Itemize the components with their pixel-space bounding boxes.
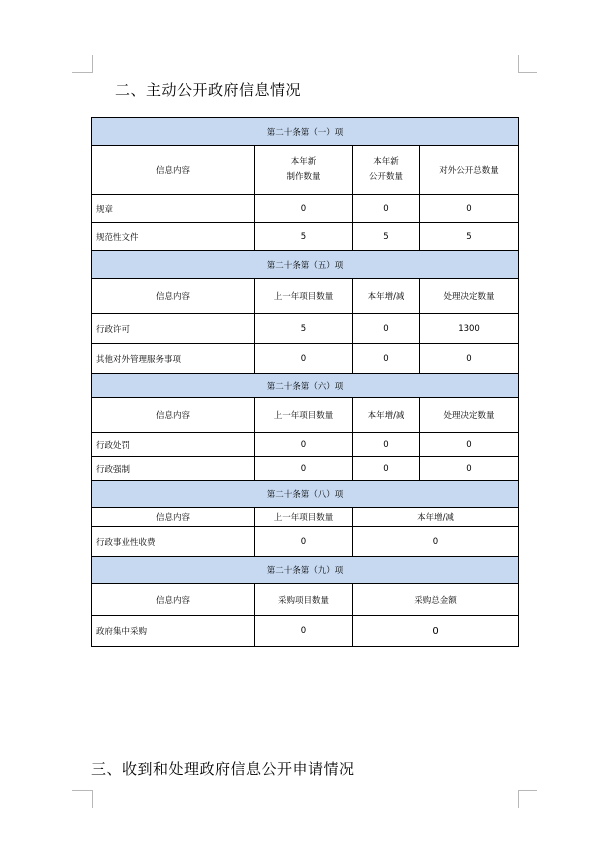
row-label: 行政事业性收费 [92, 527, 255, 557]
column-header: 信息内容 [92, 146, 255, 195]
table-section-header [92, 557, 519, 584]
crop-mark-bottom-right [518, 790, 537, 808]
cell-value: 5 [255, 314, 353, 344]
section-heading-2: 二、主动公开政府信息情况 [115, 81, 302, 99]
table-row [92, 527, 519, 557]
row-label: 行政处罚 [92, 433, 255, 457]
cell-value: 0 [353, 433, 420, 457]
cell-value: 0 [353, 344, 420, 374]
row-label: 规章 [92, 195, 255, 223]
cell-value: 0 [255, 433, 353, 457]
column-header: 处理决定数量 [420, 279, 519, 314]
column-header: 采购项目数量 [255, 584, 353, 616]
table-row [92, 433, 519, 457]
crop-mark-top-right [518, 55, 537, 73]
cell-value: 1300 [420, 314, 519, 344]
section-title: 第二十条第（六）项 [92, 374, 519, 398]
column-header: 信息内容 [92, 398, 255, 433]
column-header: 信息内容 [92, 508, 255, 527]
column-header: 本年新 公开数量 [353, 146, 420, 195]
cell-value: 0 [353, 616, 519, 647]
cell-value: 0 [255, 457, 353, 481]
column-header: 上一年项目数量 [255, 279, 353, 314]
cell-value: 0 [420, 433, 519, 457]
cell-value: 5 [255, 223, 353, 251]
table-header-row [92, 584, 519, 616]
table-row [92, 344, 519, 374]
column-header: 本年增/减 [353, 508, 519, 527]
column-header: 上一年项目数量 [255, 398, 353, 433]
cell-value: 5 [353, 223, 420, 251]
column-header: 处理决定数量 [420, 398, 519, 433]
section-title: 第二十条第（九）项 [92, 557, 519, 584]
cell-value: 0 [353, 314, 420, 344]
table-row [92, 457, 519, 481]
cell-value: 0 [255, 527, 353, 557]
row-label: 行政强制 [92, 457, 255, 481]
cell-value: 0 [255, 616, 353, 647]
cell-value: 0 [353, 527, 519, 557]
table-header-row [92, 279, 519, 314]
info-disclosure-table [91, 117, 519, 647]
column-header: 信息内容 [92, 584, 255, 616]
table-section-header [92, 118, 519, 146]
cell-value: 0 [353, 195, 420, 223]
section-title: 第二十条第（八）项 [92, 481, 519, 508]
column-header: 本年增/减 [353, 279, 420, 314]
cell-value: 0 [353, 457, 420, 481]
row-label: 其他对外管理服务事项 [92, 344, 255, 374]
row-label: 政府集中采购 [92, 616, 255, 647]
column-header: 本年新 制作数量 [255, 146, 353, 195]
row-label: 规范性文件 [92, 223, 255, 251]
column-header: 采购总金额 [353, 584, 519, 616]
table-header-row [92, 146, 519, 195]
cell-value: 0 [255, 344, 353, 374]
table-header-row [92, 508, 519, 527]
crop-mark-bottom-left [72, 790, 93, 808]
cell-value: 0 [420, 457, 519, 481]
table-row [92, 616, 519, 647]
section-title: 第二十条第（一）项 [92, 118, 519, 146]
section-heading-3: 三、收到和处理政府信息公开申请情况 [91, 760, 355, 778]
column-header: 信息内容 [92, 279, 255, 314]
section-title: 第二十条第（五）项 [92, 251, 519, 279]
column-header: 本年增/减 [353, 398, 420, 433]
table-section-header [92, 481, 519, 508]
column-header: 上一年项目数量 [255, 508, 353, 527]
crop-mark-top-left [72, 55, 93, 73]
table-row [92, 223, 519, 251]
table-row [92, 195, 519, 223]
column-header: 对外公开总数量 [420, 146, 519, 195]
cell-value: 5 [420, 223, 519, 251]
row-label: 行政许可 [92, 314, 255, 344]
table-section-header [92, 251, 519, 279]
cell-value: 0 [420, 344, 519, 374]
table-header-row [92, 398, 519, 433]
table-row [92, 314, 519, 344]
cell-value: 0 [255, 195, 353, 223]
cell-value: 0 [420, 195, 519, 223]
table-section-header [92, 374, 519, 398]
